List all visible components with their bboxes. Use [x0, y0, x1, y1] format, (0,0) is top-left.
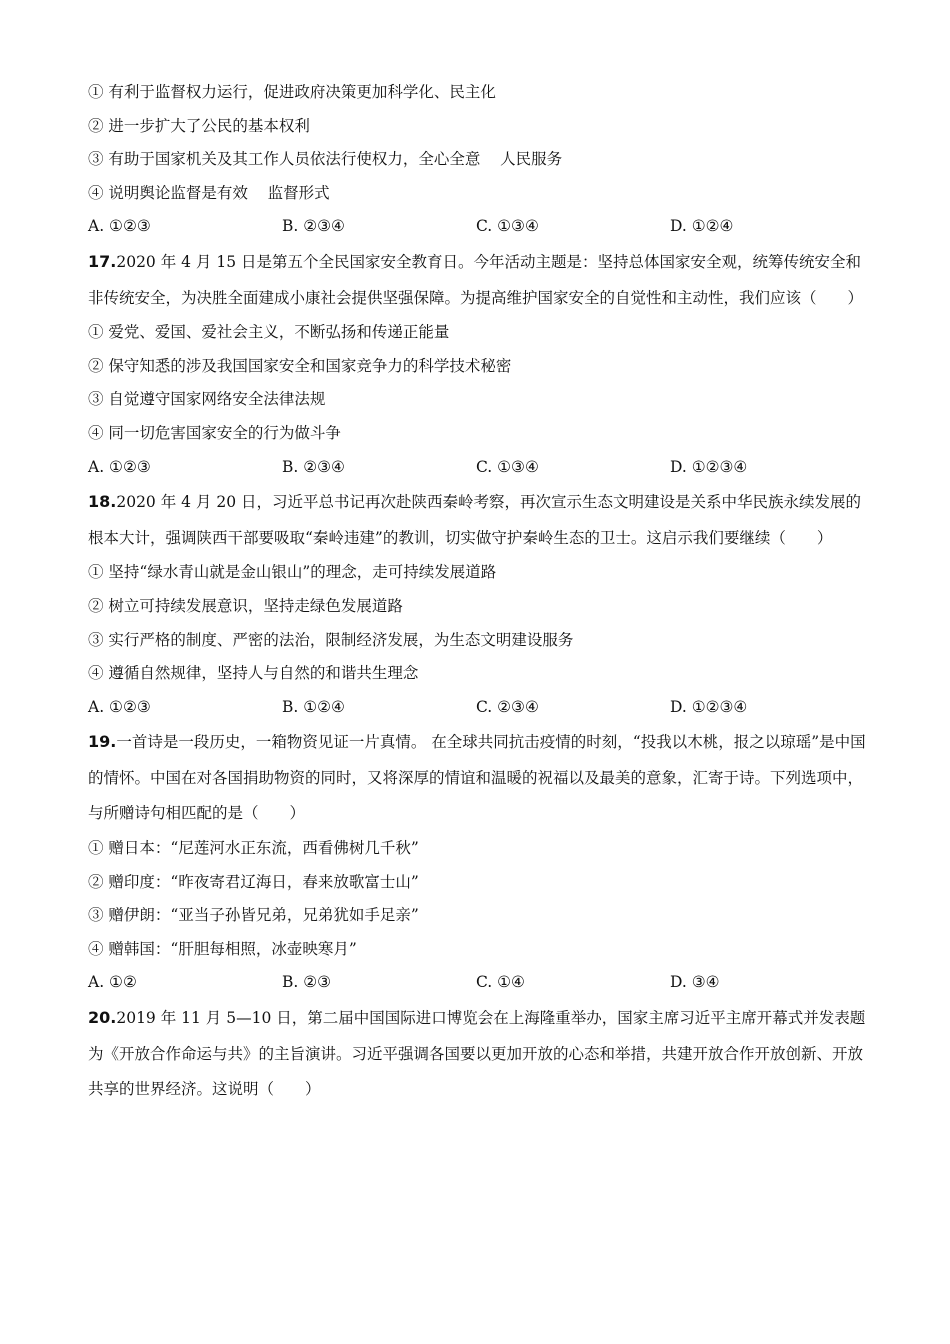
choice-item: ② 进一步扩大了公民的基本权利	[88, 116, 310, 135]
question-number: 19.	[88, 732, 117, 752]
question-number: 20.	[88, 1008, 117, 1028]
option-c: C. ①④	[476, 973, 525, 992]
question-19	[88, 724, 868, 1000]
question-18	[88, 484, 868, 724]
document-page	[88, 76, 868, 1108]
option-c: C. ①③④	[476, 217, 539, 236]
choice-item: ① 赠日本：“尼莲河水正东流，西看佛树几千秋”	[88, 839, 419, 858]
option-a: A. ①②③	[88, 697, 151, 716]
answer-options	[88, 691, 868, 725]
option-a: A. ①②③	[88, 217, 151, 236]
choice-item: ② 树立可持续发展意识，坚持走绿色发展道路	[88, 596, 403, 615]
choice-item: ③ 赠伊朗：“亚当子孙皆兄弟，兄弟犹如手足亲”	[88, 906, 419, 925]
option-b: B. ②③④	[282, 457, 345, 476]
question-number: 18.	[88, 492, 117, 512]
option-d: D. ①②③④	[670, 697, 748, 716]
question-text: 一首诗是一段历史，一箱物资见证一片真情。 在全球共同抗击疫情的时刻，“投我以木桃，报之以琼瑶”是中国的情怀。中国在对各国捐助物资的同时，又将深厚的情谊和温暖的祝福以及最美的意象，汇寄于诗。下列选项中，与所赠诗句相匹配的是（ ）	[88, 733, 866, 823]
question-text: 2019 年 11 月 5—10 日，第二届中国国际进口博览会在上海隆重举办，国家主席习近平主席开幕式并发表题为《开放合作命运与共》的主旨演讲。习近平强调各国要以更加开放的心态和举措，共建开放合作开放创新、开放共享的世界经济。这说明（ ）	[88, 1009, 866, 1099]
option-b: B. ②③	[282, 973, 332, 992]
choice-item: ③ 自觉遵守国家网络安全法律法规	[88, 390, 326, 409]
choice-item: ① 爱党、爱国、爱社会主义，不断弘扬和传递正能量	[88, 323, 450, 342]
choice-item: ④ 遵循自然规律，坚持人与自然的和谐共生理念	[88, 664, 419, 683]
question-20	[88, 1000, 868, 1108]
question-stem	[88, 484, 868, 556]
question-stem	[88, 724, 868, 832]
choice-item: ② 保守知悉的涉及我国国家安全和国家竞争力的科学技术秘密	[88, 356, 512, 375]
question-text: 2020 年 4 月 20 日，习近平总书记再次赴陕西秦岭考察，再次宣示生态文明建设是关系中华民族永续发展的根本大计，强调陕西干部要吸取“秦岭违建”的教训，切实做守护秦岭生态的卫士。这启示我们要继续（ ）	[88, 493, 862, 547]
option-b: B. ②③④	[282, 217, 345, 236]
answer-options	[88, 451, 868, 485]
choice-item: ① 有利于监督权力运行，促进政府决策更加科学化、民主化	[88, 83, 496, 101]
choice-item: ③ 实行严格的制度、严密的法治，限制经济发展，为生态文明建设服务	[88, 630, 574, 649]
question-stem	[88, 1000, 868, 1108]
question-number: 17.	[88, 251, 117, 271]
option-d: D. ③④	[670, 973, 720, 992]
question-stem	[88, 244, 868, 316]
option-d: D. ①②③④	[670, 457, 748, 476]
option-c: C. ②③④	[476, 697, 539, 716]
choice-item: ② 赠印度：“昨夜寄君辽海日，春来放歌富士山”	[88, 872, 419, 891]
answer-options	[88, 966, 868, 1000]
option-a: A. ①②	[88, 973, 137, 992]
answer-options	[88, 210, 868, 244]
choice-item: ④ 同一切危害国家安全的行为做斗争	[88, 423, 341, 442]
option-b: B. ①②④	[282, 697, 345, 716]
option-a: A. ①②③	[88, 457, 151, 476]
option-c: C. ①③④	[476, 457, 539, 476]
question-16-tail	[88, 76, 868, 244]
choice-item: ④ 赠韩国：“肝胆每相照，冰壶映寒月”	[88, 939, 357, 958]
option-d: D. ①②④	[670, 217, 734, 236]
choice-item: ④ 说明舆论监督是有效 监督形式	[88, 183, 330, 202]
question-17	[88, 244, 868, 484]
choice-item: ① 坚持“绿水青山就是金山银山”的理念，走可持续发展道路	[88, 563, 497, 582]
question-text: 2020 年 4 月 15 日是第五个全民国家安全教育日。今年活动主题是：坚持总体国家安全观，统筹传统安全和非传统安全，为决胜全面建成小康社会提供坚强保障。为提高维护国家安全的自觉性和主动性，我们应该（ ）	[88, 252, 864, 307]
choice-item: ③ 有助于国家机关及其工作人员依法行使权力，全心全意 人民服务	[88, 150, 563, 169]
